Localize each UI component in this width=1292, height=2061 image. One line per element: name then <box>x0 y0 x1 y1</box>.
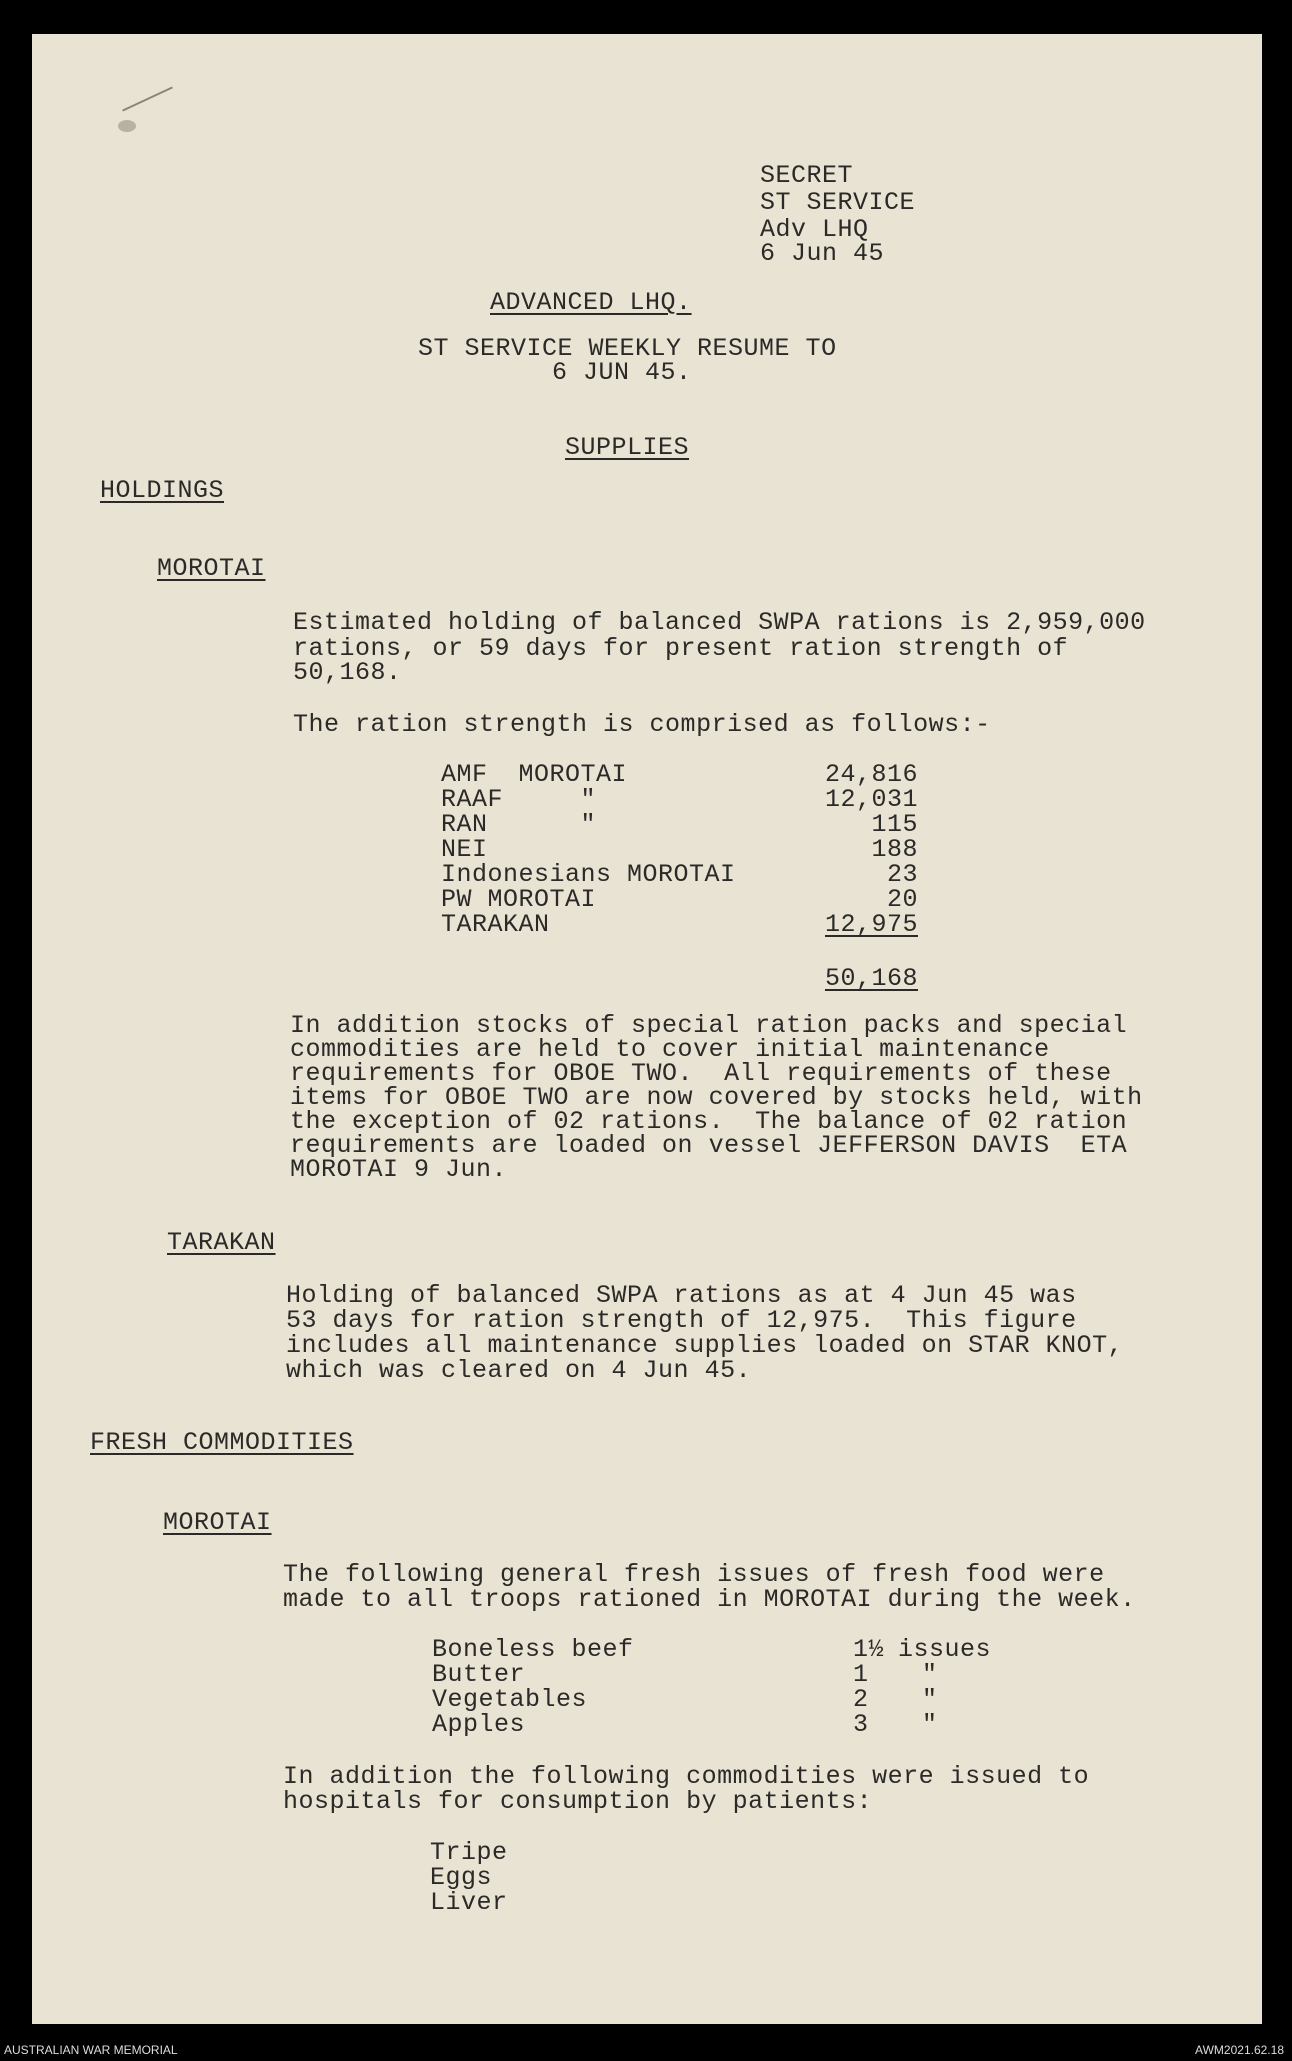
classification-line: ST SERVICE <box>760 188 916 217</box>
paragraph-line: hospitals for consumption by patients: <box>283 1787 873 1816</box>
fresh-qty: 1 <box>853 1660 869 1689</box>
fresh-item: Boneless beef <box>432 1635 634 1664</box>
paragraph-line: rations, or 59 days for present ration strength of <box>293 634 1069 663</box>
org-heading: ADVANCED LHQ. <box>490 288 692 317</box>
morotai-heading: MOROTAI <box>157 554 266 583</box>
strength-value: 115 <box>871 810 918 839</box>
paragraph-line: requirements are loaded on vessel JEFFERSON DAVIS ETA <box>290 1131 1128 1160</box>
fresh-item: Vegetables <box>432 1685 588 1714</box>
strength-value: 24,816 <box>824 760 918 789</box>
strength-label: RAAF " <box>441 785 597 814</box>
paragraph-line: 50,168. <box>293 658 402 687</box>
strength-label: NEI <box>441 835 488 864</box>
paragraph-line: The ration strength is comprised as follows:- <box>293 710 991 739</box>
strength-total: 50,168 <box>824 964 918 993</box>
morotai-heading: MOROTAI <box>163 1508 272 1537</box>
holdings-heading: HOLDINGS <box>100 476 225 505</box>
fresh-qty: 1½ <box>853 1635 885 1664</box>
strength-label: Indonesians MOROTAI <box>441 860 736 889</box>
fresh-unit: " <box>922 1710 938 1739</box>
strength-value: 12,975 <box>824 910 918 939</box>
paragraph-line: In addition stocks of special ration packs and special <box>290 1011 1128 1040</box>
paragraph-line: items for OBOE TWO are now covered by stocks held, with <box>290 1083 1143 1112</box>
fresh-unit: " <box>922 1685 938 1714</box>
paragraph-line: made to all troops rationed in MOROTAI during the week. <box>283 1585 1136 1614</box>
document-date: 6 Jun 45 <box>760 239 885 268</box>
fresh-commodities-heading: FRESH COMMODITIES <box>90 1428 354 1457</box>
strength-label: TARAKAN <box>441 910 550 939</box>
paragraph-line: In addition the following commodities were issued to <box>283 1762 1090 1791</box>
classification-line: Adv LHQ <box>760 215 869 244</box>
paragraph-line: which was cleared on 4 Jun 45. <box>286 1356 752 1385</box>
paragraph-line: includes all maintenance supplies loaded on STAR KNOT, <box>286 1331 1124 1360</box>
hospital-item: Eggs <box>430 1863 493 1892</box>
paragraph-line: 53 days for ration strength of 12,975. This figure <box>286 1306 1077 1335</box>
tarakan-heading: TARAKAN <box>167 1228 276 1257</box>
strength-label: RAN " <box>441 810 597 839</box>
punch-hole <box>118 120 136 132</box>
fresh-qty: 3 <box>853 1710 869 1739</box>
strength-value: 188 <box>871 835 918 864</box>
hospital-item: Liver <box>430 1888 508 1917</box>
paragraph-line: Estimated holding of balanced SWPA rations is 2,959,000 <box>293 608 1146 637</box>
strength-label: PW MOROTAI <box>441 885 597 914</box>
paragraph-line: MOROTAI 9 Jun. <box>290 1155 508 1184</box>
strength-value: 12,031 <box>824 785 918 814</box>
footer-accession: AWM2021.62.18 <box>1195 2043 1284 2057</box>
fresh-unit: " <box>922 1660 938 1689</box>
hospital-item: Tripe <box>430 1838 508 1867</box>
paragraph-line: the exception of 02 rations. The balance of 02 ration <box>290 1107 1128 1136</box>
strength-value: 20 <box>886 885 918 914</box>
fresh-qty: 2 <box>853 1685 869 1714</box>
title-line: ST SERVICE WEEKLY RESUME TO <box>418 334 837 363</box>
fresh-item: Apples <box>432 1710 526 1739</box>
classification-line: SECRET <box>760 161 854 190</box>
paragraph-line: requirements for OBOE TWO. All requirements of these <box>290 1059 1112 1088</box>
fresh-item: Butter <box>432 1660 526 1689</box>
footer-institution: AUSTRALIAN WAR MEMORIAL <box>4 2043 178 2057</box>
strength-label: AMF MOROTAI <box>441 760 628 789</box>
paragraph-line: commodities are held to cover initial maintenance <box>290 1035 1050 1064</box>
title-line: 6 JUN 45. <box>552 358 692 387</box>
section-heading: SUPPLIES <box>565 433 690 462</box>
fresh-unit: issues <box>898 1635 992 1664</box>
strength-value: 23 <box>886 860 918 889</box>
paragraph-line: Holding of balanced SWPA rations as at 4 Jun 45 was <box>286 1281 1077 1310</box>
paragraph-line: The following general fresh issues of fresh food were <box>283 1560 1105 1589</box>
